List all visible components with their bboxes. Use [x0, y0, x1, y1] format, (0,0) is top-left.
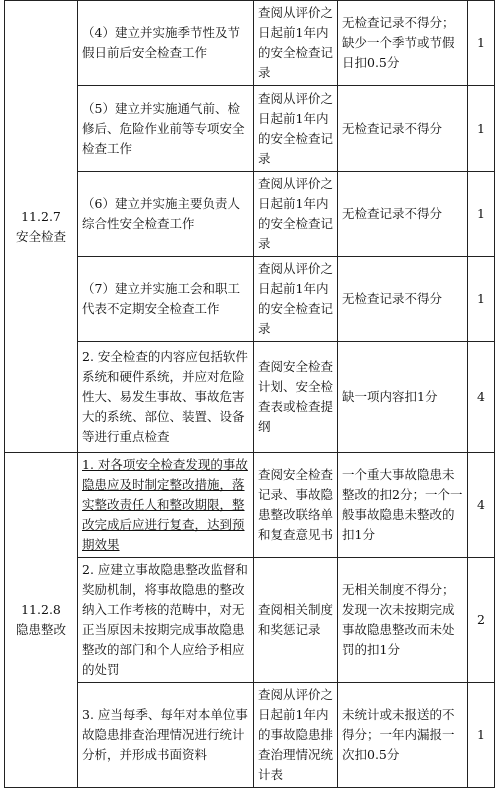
points-cell: 1 [468, 683, 495, 788]
scoring-cell: 无检查记录不得分；缺少一个季节或节假日扣0.5分 [338, 1, 468, 86]
requirement-cell: 2. 应建立事故隐患整改监督和奖励机制，将事故隐患的整改纳入工作考核的范畴中，对无正当原因未按期完成事故隐患整改的部门和个人应给予相应的处罚 [78, 558, 254, 683]
requirement-cell: （4）建立并实施季节性及节假日前后安全检查工作 [78, 1, 254, 86]
scoring-cell: 未统计或未报送的不得分；一年内漏报一次扣0.5分 [338, 683, 468, 788]
table-row [5, 683, 495, 788]
table-row [5, 172, 495, 257]
requirement-cell: （7）建立并实施工会和职工代表不定期安全检查工作 [78, 257, 254, 342]
table-row [5, 86, 495, 172]
section-name: 隐患整改 [15, 622, 66, 637]
method-cell: 查阅从评价之日起前1年内的事故隐患排查治理情况统计表 [254, 683, 338, 788]
method-cell: 查阅从评价之日起前1年内的安全检查记录 [254, 172, 338, 257]
requirement-cell: （6）建立并实施主要负责人综合性安全检查工作 [78, 172, 254, 257]
points-cell: 4 [468, 453, 495, 558]
method-cell: 查阅从评价之日起前1年内的安全检查记录 [254, 257, 338, 342]
method-cell: 查阅相关制度和奖惩记录 [254, 558, 338, 683]
points-cell: 1 [468, 172, 495, 257]
points-cell: 2 [468, 558, 495, 683]
points-cell: 4 [468, 342, 495, 453]
scoring-cell: 一个重大事故隐患未整改的扣2分；一个一般事故隐患未整改的扣1分 [338, 453, 468, 558]
table-row [5, 1, 495, 86]
section-cell [5, 1, 78, 453]
scoring-cell: 无相关制度不得分；发现一次未按期完成事故隐患整改而未处罚的扣1分 [338, 558, 468, 683]
points-cell: 1 [468, 86, 495, 172]
method-cell: 查阅从评价之日起前1年内的安全检查记录 [254, 86, 338, 172]
scoring-cell: 无检查记录不得分 [338, 257, 468, 342]
method-cell: 查阅安全检查记录、事故隐患整改联络单和复查意见书 [254, 453, 338, 558]
requirement-cell: 2. 安全检查的内容应包括软件系统和硬件系统，并应对危险性大、易发生事故、事故危害大的系统、部位、装置、设备等进行重点检查 [78, 342, 254, 453]
method-cell: 查阅从评价之日起前1年内的安全检查记录 [254, 1, 338, 86]
method-cell: 查阅安全检查计划、安全检查表或检查提纲 [254, 342, 338, 453]
section-cell [5, 453, 78, 788]
table-row [5, 257, 495, 342]
scoring-cell: 无检查记录不得分 [338, 172, 468, 257]
section-id: 11.2.8 [21, 602, 61, 617]
evaluation-table [4, 0, 495, 788]
scoring-cell: 无检查记录不得分 [338, 86, 468, 172]
section-name: 安全检查 [15, 228, 66, 244]
scoring-cell: 缺一项内容扣1分 [338, 342, 468, 453]
points-cell: 1 [468, 1, 495, 86]
table-row [5, 453, 495, 558]
section-id: 11.2.7 [21, 208, 61, 224]
requirement-cell: （5）建立并实施通气前、检修后、危险作业前等专项安全检查工作 [78, 86, 254, 172]
points-cell: 1 [468, 257, 495, 342]
table-row [5, 558, 495, 683]
requirement-cell: 3. 应当每季、每年对本单位事故隐患排查治理情况进行统计分析，并形成书面资料 [78, 683, 254, 788]
requirement-cell: 1. 对各项安全检查发现的事故隐患应及时制定整改措施，落实整改责任人和整改期限，整改完成后应进行复查，达到预期效果 [78, 453, 254, 558]
table-row [5, 342, 495, 453]
